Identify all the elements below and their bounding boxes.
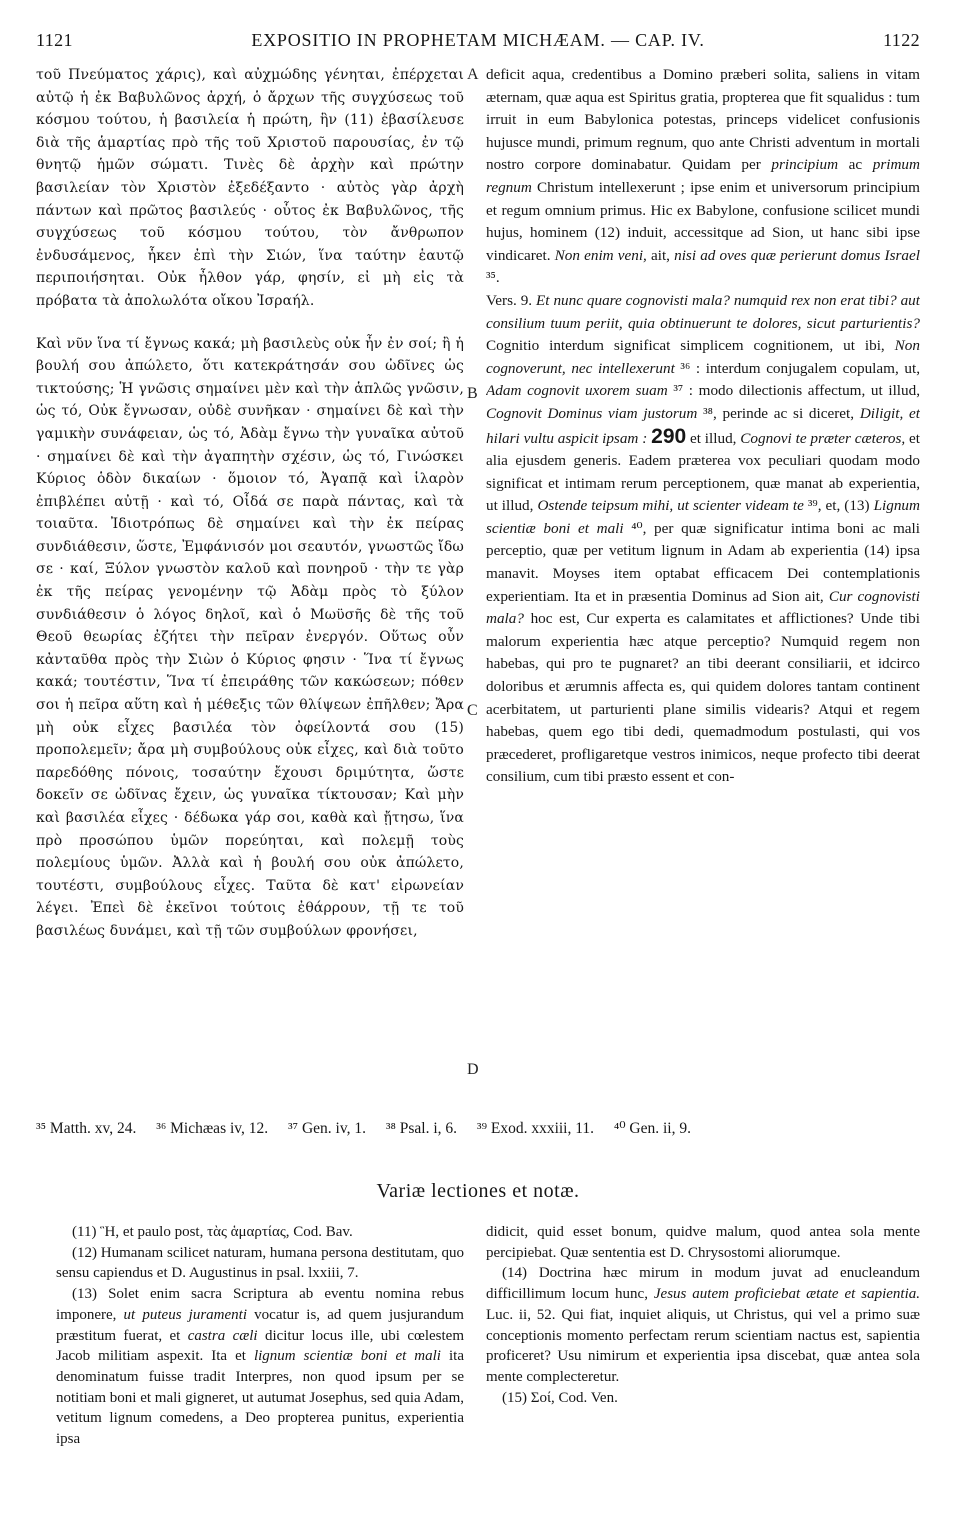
note-13-continued: didicit, quid esset bonum, quidve malum, quod antea sola mente percipiebat. Quæ sententia est D. Chrysostomi aliorumque. — [486, 1224, 920, 1261]
running-title: EXPOSITIO IN PROPHETAM MICHÆAM. — CAP. IV. — [251, 30, 705, 50]
note-13: (13) Solet enim sacra Scriptura ab eventu nomina rebus imponere, ut puteus juramenti vocatur is, ad quem jusjurandum præstitum fuerat, et castra cæli dicitur locus ille, ubi cœlestem Jacob militiam aspexit. Ita et lignum scientiæ boni et mali ita denominatum fuisse tradit Interpres, non quod ipsum per se notitiam boni et mali gigneret, ut autumat Josephus, sed quia Adam, vetitum lignum comedens, a Deo propterea punitus, experientia ipsa — [56, 1286, 464, 1448]
page-number-right: 1122 — [883, 30, 920, 50]
greek-paragraph-2: Καὶ νῦν ἵνα τί ἔγνως κακά; μὴ βασιλεὺς οὐκ ἦν ἐν σοί; ἢ ἡ βουλή σου ἀπώλετο, ὅτι κατεκράτησάν σου ὠδῖνες ὡς τικτούσης; Ἡ γνῶσις σημαίνει μὲν καὶ τὴν ἁπλῶς γνῶσιν, ὡς τό, Οὐκ ἔγνωσαν, οὐδὲ συνῆκαν · σημαίνει δὲ καὶ τὴν γαμικὴν συνάφειαν, ὡς τό, Ἀδὰμ ἔγνω τὴν γυναῖκα αὐτοῦ · σημαίνει δὲ καὶ τὴν ἀγαπητὴν σχέσιν, ὡς τό, Γινώσκει Κύριος ὁδὸν δικαίων · ὅμοιον τό, Ἀγαπᾷ καὶ ἱλαρὸν ἐπιβλέπει αὐτῇ · καὶ τό, Οἶδά σε παρὰ πάντας, καὶ τὰ τοιαῦτα. Ἰδιοτρόπως δὲ σημαίνει καὶ τὴν ἐκ πείρας συνδιάθεσιν, ὥστε, Ἐμφάνισόν μοι σεαυτόν, γνωστῶς ἴδω σε · καί, Ξύλον γνωστὸν καλοῦ καὶ πονηροῦ · τὴν τε γὰρ ἐκ τῆς πείρας γενομένην τῷ Ἀδὰμ πρὸς τὸ ξύλον συνδιάθεσιν ὁ λόγος δηλοῖ, καὶ ὁ Μωϋσῆς δὲ τῆς τοῦ Θεοῦ θεωρίας ἐζήτει τὴν πεῖραν ἐνεργόν. Οὕτως οὖν κἀνταῦθα πρὸς τὴν Σιὼν ὁ Κύριος φησιν · Ἵνα τί ἔγνως κακά; τουτέστιν, Ἵνα τί ἐπειράθης τῶν κακώσεων; πόθεν σοι ἡ πεῖρα αὕτη καὶ ἡ μέθεξις τῶν θλίψεων ἐπῆλθεν; Ἄρα μὴ οὐκ εἶχες βασιλέα τὸν ὀφείλοντά σου (15) προπολεμεῖν; ἄρα μὴ συμβούλους οὐκ εἶχες, καὶ διὰ τοῦτο παρεδόθης πόνοις, τοσαύτην ἔχουσι δριμύτητα, ὥστε δοκεῖν σε ὠδῖνας ἔχειν, ὡς γυναῖκα τίκτουσαν; Καὶ μὴν καὶ βασιλέα εἶχες · δέδωκα γάρ σοι, καθὰ καὶ ᾔτησω, ἵνα πρὸ προσώπου ὑμῶν πορεύηται, καὶ πολεμῇ τοὺς πολεμίους ὑμῶν. Ἀλλὰ καὶ ἡ βουλή σου οὐκ ἀπώλετο, τουτέστι, συμβούλους εἶχες. Ταῦτα δὲ κατ' εἰρωνείαν λέγει. Ἐπεὶ δὲ ἐκεῖνοι τούτοις ἐθάρρουν, τῇ τε τοῦ βασιλέως δυνάμει, καὶ τῇ τῶν συμβούλων φρονήσει, — [36, 335, 464, 939]
reference-38: ³⁸ Psal. i, 6. — [385, 1120, 458, 1137]
notes-left-column — [56, 1222, 464, 1522]
margin-letter-b: B — [467, 385, 478, 402]
greek-text-column — [36, 64, 464, 1104]
scripture-references — [36, 1117, 920, 1140]
notes-right-column — [486, 1222, 920, 1522]
reference-40: ⁴⁰ Gen. ii, 9. — [613, 1120, 691, 1137]
latin-text-column — [486, 64, 920, 1104]
margin-letter-d: D — [467, 1061, 479, 1078]
verse-label: Vers. 9. — [486, 291, 537, 309]
margin-letter-c: C — [467, 702, 478, 719]
reference-36: ³⁶ Michæas iv, 12. — [156, 1120, 269, 1137]
latin-paragraph-2: Vers. 9. Et nunc quare cognovisti mala? numquid rex non erat tibi? aut consilium tuum periit, quia obtinuerunt te dolores, sicut parturientis? Cognitio interdum significat simplicem cognitionem, ut ibi, Non cognoverunt, nec intellexerunt ³⁶ : interdum conjugalem copulam, ut, Adam cognovit uxorem suam ³⁷ : modo dilectionis affectum, ut illud, Cognovit Dominus viam justorum ³⁸, perinde ac si diceret, Diligit, et hilari vultu aspicit ipsam : 290 et illud, Cognovi te præter cæteros, et alia ejusdem generis. Eadem præterea vox peculiari quodam modo significat et intimam rerum perceptionem, quæ manat ab experientia, ut illud, Ostende teipsum mihi, ut scienter videam te ³⁹, et, (13) Lignum scientiæ boni et mali ⁴⁰, per quæ significatur intima boni ac mali perceptio, quæ per vetitum lignum in Adam ab experientia (14) ipsa manavit. Moyses item optabat efficacem Dei contemplationis experientiam. Ita et in præsentia Dominus ad Sion ait, Cur cognovisti mala? hoc est, Cur experta es calamitates et afflictiones? Unde tibi malorum experientia hæc atque perceptio? Numquid regem non habebas, qui pro te pugnaret? an tibi deerant consiliarii, et idcirco doloribus et ærumnis affecta es, qui quidem dolores tantam continent acerbitatem, ut parturienti plane similis videaris? Atqui et regem habebas, quem ego tibi dedi, quemadmodum postulasti, qui vos præcederet, profligaretque vestros inimicos, neque profecto tibi deerat consilium, cum tibi præsto essent et con- — [486, 291, 920, 786]
page-number-left: 1121 — [36, 30, 73, 50]
latin-paragraph-1: deficit aqua, credentibus a Domino præberi solita, saliens in vitam æternam, quæ aqua est Spiritus gratia, propterea que fit squalidus : tum irruit in eum Babylonica potestas, princeps videlicet confusionis hujusce mundi, primum regnum, quo ante Christi adventum in mortali nostro corpore dominabatur. Quidam per principium ac primum regnum Christum intellexerunt ; ipse enim et universorum principium et regum omnium primus. Hic ex Babylone, confusione scilicet mundi hujus, hominem (12) induit, accessitque ad Sion, ut hanc sibi ipse vindicaret. Non enim veni, ait, nisi ad oves quæ perierunt domus Israel ³⁵. — [486, 66, 920, 287]
note-15: (15) Σοί, Cod. Ven. — [502, 1389, 618, 1406]
note-11: (11) Ἣ, et paulo post, τὰς ἁμαρτίας, Cod. Bav. — [72, 1224, 353, 1240]
note-14: (14) Doctrina hæc mirum in modum juvat ad enucleandum difficillimum locum hunc, Jesus autem proficiebat ætate et sapientia. Luc. ii, 52. Qui fiat, inquiet aliquis, ut Christus, qui vel a primo suæ conceptionis momento perfectam rerum scientiam nactus est, sapientia proficeret? Usu nimirum et experientia ipsa discebat, quæ antea sola mente complecteretur. — [486, 1265, 920, 1385]
greek-paragraph-1: τοῦ Πνεύματος χάρις), καὶ αὐχμώδης γένηται, ἐπέρχεται αὐτῷ ἡ ἐκ Βαβυλῶνος ἀρχή, ὁ ἄρχων τῆς συγχύσεως τοῦ κόσμου τούτου, ἡ βασιλεία ἡ πρώτη, ἣν (11) ἐβασίλευσε διὰ τῆς ἁμαρτίας πρὸ τῆς τοῦ Χριστοῦ παρουσίας, ἐν τῷ θνητῷ ἡμῶν σώματι. Τινὲς δὲ ἀρχὴν καὶ πρώτην βασιλείαν τὸν Χριστὸν ἐξεδέξαντο · αὐτὸς γὰρ ἀρχὴ πάντων καὶ πρῶτος βασιλεύς · οὗτος ἐκ Βαβυλῶνος, τῆς συγχύσεως τοῦ κόσμου τούτου, τὸν ἄνθρωπον ἐνδυσάμενος, ἧκεν ἐπὶ τὴν Σιών, ἵνα ταύτην ἑαυτῷ περιποιήσηται. Οὐκ ἦλθον γάρ, φησίν, εἰ μὴ εἰς τὰ πρόβατα τὰ ἀπολωλότα οἴκου Ἰσραήλ. — [36, 67, 464, 309]
reference-39: ³⁹ Exod. xxxiii, 11. — [476, 1120, 595, 1137]
reference-35: ³⁵ Matth. xv, 24. — [36, 1120, 137, 1137]
column-number: 290 — [651, 424, 687, 448]
margin-letter-a: A — [467, 66, 479, 83]
note-12: (12) Humanam scilicet naturam, humana persona destitutam, quo sensu capiendus et D. Augustinus in psal. lxxiii, 7. — [56, 1244, 464, 1282]
page-header — [36, 30, 920, 56]
reference-37: ³⁷ Gen. iv, 1. — [288, 1120, 366, 1137]
notes-section-title: Variæ lectiones et notæ. — [376, 1180, 580, 1202]
